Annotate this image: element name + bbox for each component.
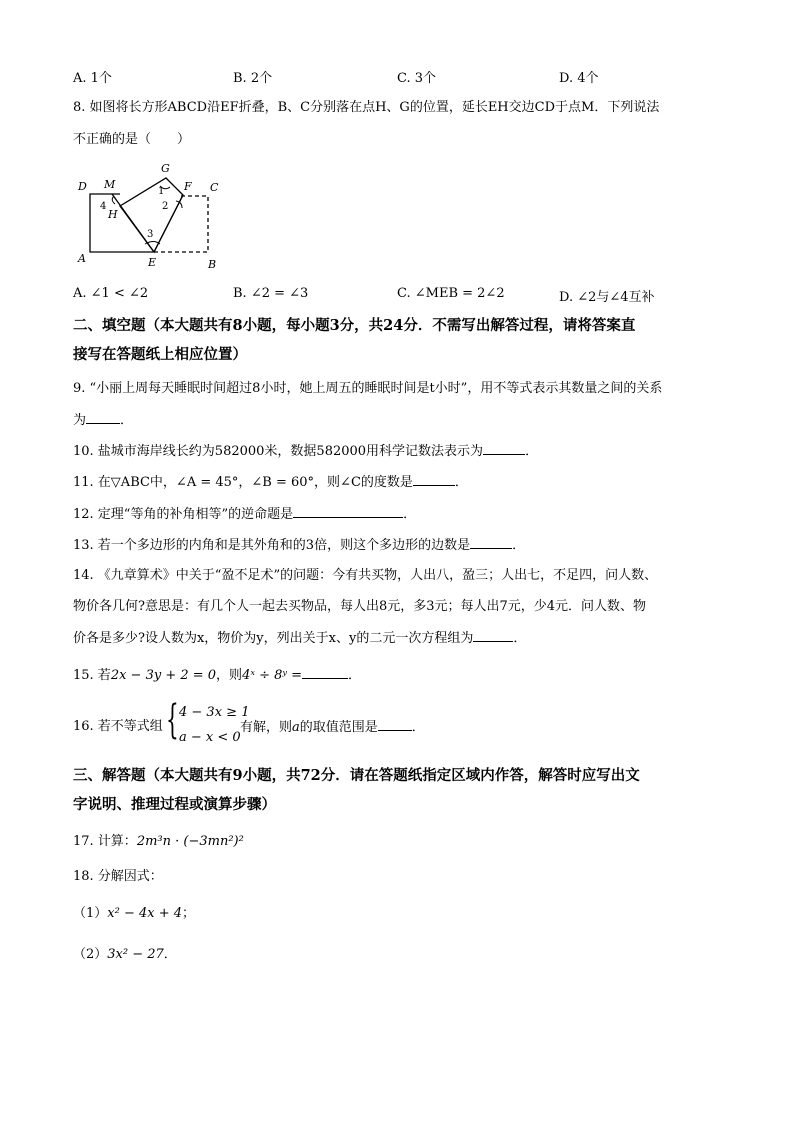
q18-part1-expression: x² − 4x + 4 <box>107 906 183 921</box>
section2-heading-line1: 二、填空题（本大题共有8小题，每小题3分，共24分．不需写出解答过程，请将答案直 <box>73 317 636 334</box>
q15-mid: ，则 <box>216 668 243 683</box>
fig-label-f: F <box>184 180 192 193</box>
q7-option-d: D. 4个 <box>559 71 599 86</box>
q15-expression: 4ˣ ÷ 8ʸ = <box>242 668 303 683</box>
q8-stem-line2: 不正确的是（ ） <box>73 132 191 147</box>
q16-end: ． <box>411 720 425 735</box>
q12-answer-blank <box>293 505 403 518</box>
q10-answer-blank <box>483 442 525 455</box>
q14-text: 价各是多少?设人数为x，物价为y，列出关于x、y的二元一次方程组为 <box>73 631 474 646</box>
q14-end: ． <box>513 631 527 646</box>
fig-angle-2: 2 <box>162 201 169 212</box>
q16-ineq1: 4 − 3x ≥ 1 <box>179 705 250 720</box>
q8-option-b: B. ∠2 = ∠3 <box>233 286 309 301</box>
q13-answer-blank <box>470 536 512 549</box>
q14-line3 <box>73 629 526 648</box>
fig-label-g: G <box>161 162 170 175</box>
q8-option-c: C. ∠MEB = 2∠2 <box>397 286 505 301</box>
q11-answer-blank <box>413 473 455 486</box>
fig-label-h: H <box>108 208 118 221</box>
q13-text: 13. 若一个多边形的内角和是其外角和的3倍，则这个多边形的边数是 <box>73 538 471 553</box>
q17-line <box>73 833 244 851</box>
fig-label-m: M <box>104 178 116 191</box>
q16-suffix: 的取值范围是 <box>299 720 378 735</box>
fig-angle-1: 1 <box>158 186 165 197</box>
q18-part2-expression: 3x² − 27 <box>107 947 164 962</box>
q7-option-c: C. 3个 <box>397 71 437 86</box>
q14-line2: 物价各几何?意思是：有几个人一起去买物品，每人出8元，多3元；每人出7元，少4元．问人数、物 <box>73 599 647 614</box>
fig-label-b: B <box>208 258 217 270</box>
q16-ineq2: a − x < 0 <box>179 730 241 745</box>
q18-part2-label: （2） <box>73 947 108 962</box>
q9-prefix: 为 <box>73 413 87 428</box>
q15-condition: 2x − 3y + 2 = 0 <box>110 668 217 683</box>
q18-title: 18. 分解因式： <box>73 869 163 884</box>
q10-end: ． <box>525 444 539 459</box>
q15-line <box>73 666 361 685</box>
section3-heading-line1: 三、解答题（本大题共有9小题，共72分．请在答题纸指定区域内作答，解答时应写出文 <box>73 767 640 784</box>
section2-heading-line2: 接写在答题纸上相应位置） <box>73 346 247 363</box>
q16-prefix: 16. 若不等式组 <box>73 719 163 734</box>
q17-prefix: 17. 计算： <box>73 834 137 849</box>
q12-line <box>73 505 416 524</box>
q7-option-a: A. 1个 <box>73 71 112 86</box>
q10-line <box>73 442 538 461</box>
q16-mid: 有解，则 <box>240 720 293 735</box>
q13-line <box>73 536 525 555</box>
fig-line-me <box>112 194 154 252</box>
q11-end: ． <box>454 475 468 490</box>
q13-end: ． <box>512 538 526 553</box>
q10-text: 10. 盐城市海岸线长约为582000米，数据582000用科学记数法表示为 <box>73 444 484 459</box>
q8-figure <box>70 158 230 270</box>
q16-rest <box>240 718 425 737</box>
fig-label-d: D <box>78 180 87 193</box>
q14-answer-blank <box>473 629 513 642</box>
q16-var: a <box>292 720 300 735</box>
section3-heading-line2: 字说明、推理过程或演算步骤） <box>73 796 276 813</box>
fig-label-a: A <box>78 252 86 265</box>
fig-angle-4: 4 <box>100 201 107 212</box>
q7-option-b: B. 2个 <box>233 71 273 86</box>
q11-text: 11. 在▽ABC中，∠A = 45°，∠B = 60°，则∠C的度数是 <box>73 475 413 490</box>
q12-text: 12. 定理“等角的补角相等”的逆命题是 <box>73 507 294 522</box>
q9-line1: 9. “小丽上周每天睡眠时间超过8小时，她上周五的睡眠时间是t小时”，用不等式表示其数量之间的关系 <box>73 381 663 396</box>
q17-expression: 2m³n · (−3mn²)² <box>136 834 244 849</box>
q18-part1-label: （1） <box>73 906 108 921</box>
q9-line2 <box>73 411 133 430</box>
q18-part1-end: ； <box>182 906 196 921</box>
q18-part1 <box>73 905 195 923</box>
q11-line <box>73 473 468 492</box>
q18-part2-end: ． <box>163 947 177 962</box>
fig-label-c: C <box>210 181 219 194</box>
q12-end: ． <box>403 507 417 522</box>
fig-label-e: E <box>148 256 157 269</box>
q16-brace: { <box>166 697 179 743</box>
q8-option-d: D. ∠2与∠4互补 <box>559 290 655 305</box>
fig-angle-3: 3 <box>147 229 154 240</box>
fig-line-ef <box>154 195 183 252</box>
q8-option-a: A. ∠1 < ∠2 <box>73 286 149 301</box>
q8-stem-line1: 8. 如图将长方形ABCD沿EF折叠，B、C分别落在点H、G的位置，延长EH交边CD于点M．下列说法 <box>73 100 660 115</box>
q18-part2 <box>73 946 177 964</box>
q9-end: ． <box>120 413 134 428</box>
q15-answer-blank <box>302 666 348 679</box>
q16-answer-blank <box>378 718 412 731</box>
q15-prefix: 15. 若 <box>73 668 111 683</box>
q14-line1: 14. 《九章算术》中关于“盈不足术”的问题：今有共买物，人出八，盈三；人出七，不足四，问人数、 <box>73 568 658 583</box>
q9-answer-blank <box>86 411 120 424</box>
q15-end: ． <box>348 668 362 683</box>
